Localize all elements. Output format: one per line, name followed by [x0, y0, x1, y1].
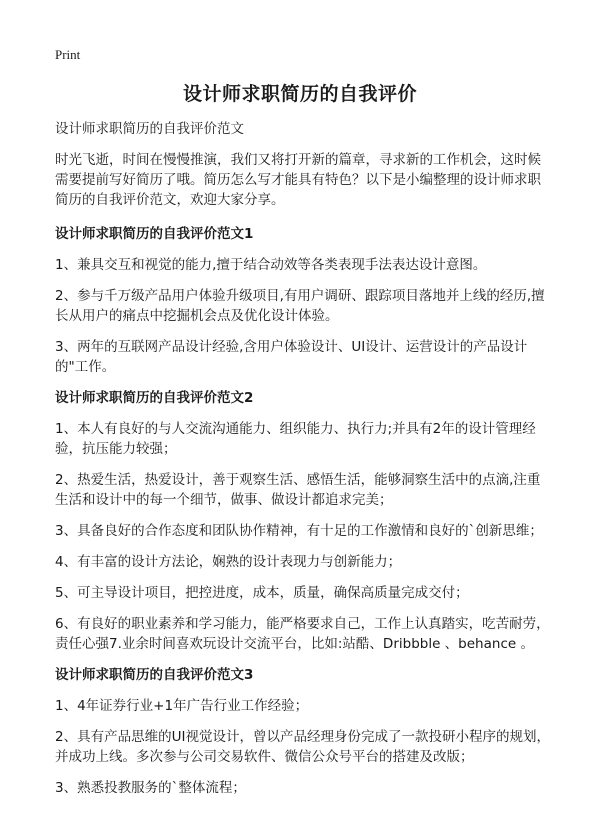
list-item: 2、热爱生活，热爱设计，善于观察生活、感悟生活，能够洞察生活中的点滴,注重生活和设计中的每一个细节，做事、做设计都追求完美；: [55, 472, 541, 508]
list-item: 1、本人有良好的与人交流沟通能力、组织能力、执行力;并具有2年的设计管理经验，抗压能力较强；: [55, 421, 536, 457]
section-heading: 设计师求职简历的自我评价范文3: [55, 667, 254, 683]
intro-paragraph: 时光飞逝，时间在慢慢推演，我们又将打开新的篇章，寻求新的工作机会，这时候需要提前写好简历了哦。简历怎么写才能具有特色？以下是小编整理的设计师求职简历的自我评价范文，欢迎大家分享。: [55, 152, 541, 208]
document-body: [55, 119, 553, 809]
section-heading: 设计师求职简历的自我评价范文1: [55, 226, 254, 242]
section-heading: 设计师求职简历的自我评价范文2: [55, 390, 254, 406]
section-2: [55, 388, 553, 654]
list-item: 5、可主导设计项目，把控进度，成本，质量，确保高质量完成交付；: [55, 585, 469, 601]
list-item: 1、兼具交互和视觉的能力,擅于结合动效等各类表现手法表达设计意图。: [55, 257, 487, 273]
list-item: 3、两年的互联网产品设计经验,含用户体验设计、UI设计、运营设计的产品设计的"工作。: [55, 339, 528, 375]
list-item: 3、熟悉投教服务的`整体流程；: [55, 780, 246, 796]
list-item: 1、4年证券行业+1年广告行业工作经验；: [55, 698, 309, 714]
document-subtitle: 设计师求职简历的自我评价范文: [55, 121, 244, 137]
list-item: 2、具有产品思维的UI视觉设计，曾以产品经理身份完成了一款投研小程序的规划，并成功上线。多次参与公司交易软件、微信公众号平台的搭建及改版；: [55, 729, 550, 765]
document-title: 设计师求职简历的自我评价: [182, 83, 417, 105]
list-item: 4、有丰富的设计方法论，娴熟的设计表现力与创新能力；: [55, 554, 402, 570]
list-item: 6、有良好的职业素养和学习能力，能严格要求自己，工作上认真踏实，吃苦耐劳，责任心强7.业余时间喜欢玩设计交流平台，比如:站酷、Dribbble 、behance 。: [55, 616, 550, 652]
section-1: [55, 224, 553, 377]
print-link[interactable]: Print: [55, 47, 81, 62]
section-3: [55, 665, 553, 798]
list-item: 3、具备良好的合作态度和团队协作精神，有十足的工作激情和良好的`创新思维；: [55, 523, 543, 539]
list-item: 2、参与千万级产品用户体验升级项目,有用户调研、跟踪项目落地并上线的经历,擅长从用户的痛点中挖掘机会点及优化设计体验。: [55, 288, 545, 324]
